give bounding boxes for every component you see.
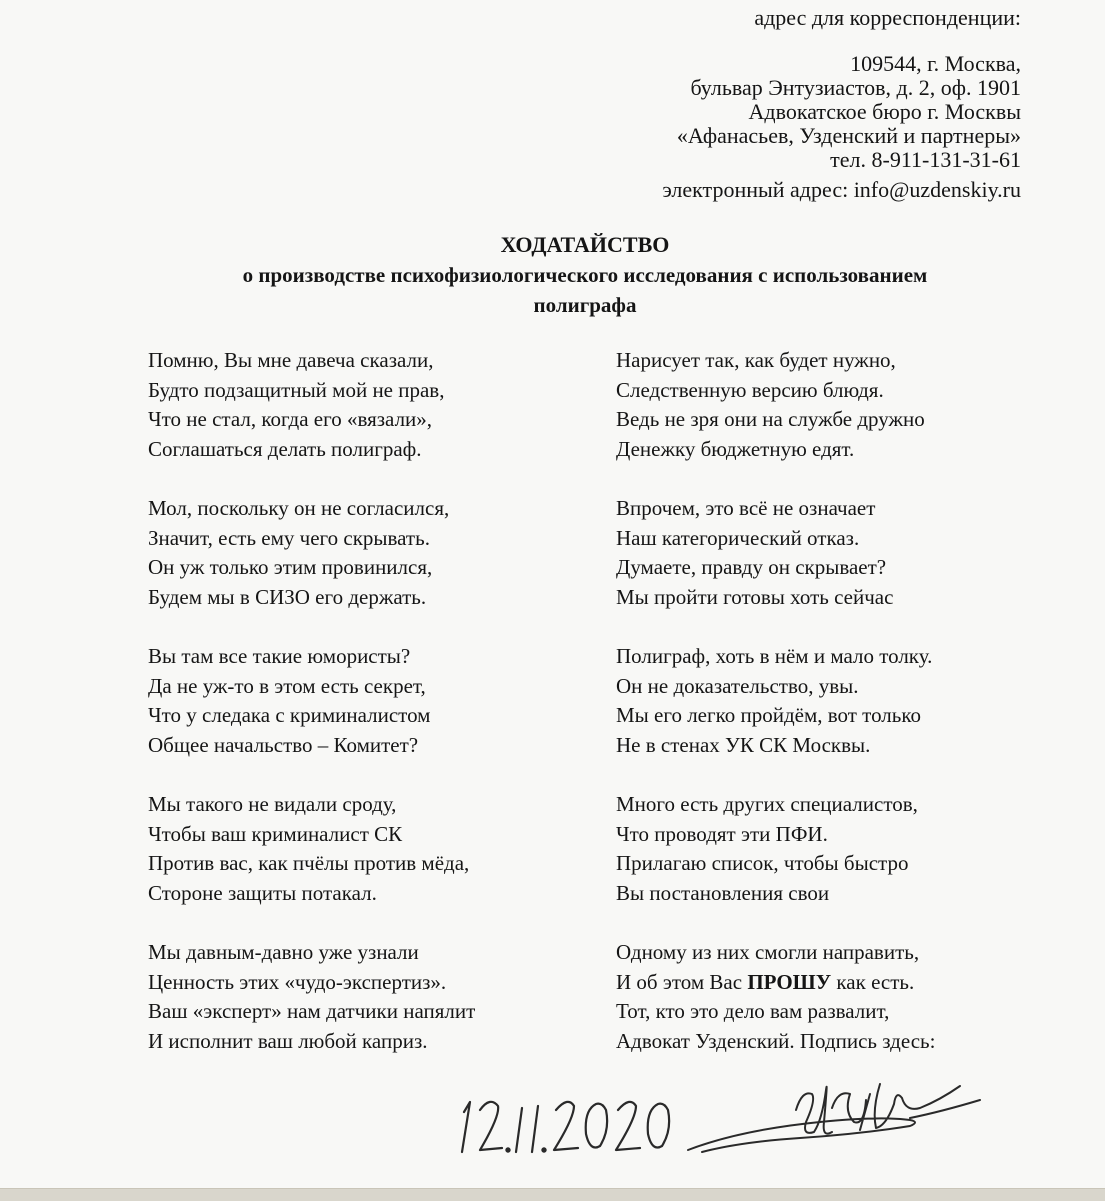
document-title: [110, 230, 1060, 320]
poem-line: Будто подзащитный мой не прав,: [148, 377, 445, 402]
poem-line: Что не стал, когда его «вязали»,: [148, 407, 433, 431]
poem-line: И исполнит ваш любой каприз.: [148, 1028, 428, 1053]
poem-line: Впрочем, это всё не означает: [616, 496, 876, 520]
poem-line: [616, 968, 935, 998]
poem-line: Наш категорический отказ.: [616, 525, 860, 550]
title-sub-line: полиграфа: [533, 293, 637, 317]
poem-right-column: [616, 346, 935, 1086]
poem-line: Мы его легко пройдём, вот только: [616, 703, 922, 727]
poem-line: Одному из них смогли направить,: [616, 940, 920, 964]
poem-text: И об этом Вас: [616, 969, 748, 994]
stanza: [148, 642, 475, 760]
poem-line: Тот, кто это дело вам развалит,: [616, 999, 890, 1023]
stanza: [616, 938, 935, 1056]
stanza: [616, 642, 935, 760]
address-line: бульвар Энтузиастов, д. 2, оф. 1901: [690, 75, 1021, 100]
handwritten-date: [462, 1102, 669, 1152]
emphasis-request: ПРОШУ: [747, 969, 832, 994]
poem-line: Против вас, как пчёлы против мёда,: [148, 851, 470, 875]
stanza: [148, 790, 475, 908]
poem-line: Адвокат Узденский. Подпись здесь:: [616, 1028, 936, 1053]
address-line: «Афанасьев, Узденский и партнеры»: [676, 123, 1021, 148]
poem-line: Много есть других специалистов,: [616, 792, 918, 816]
poem-line: Ценность этих «чудо-экспертиз».: [148, 969, 447, 994]
poem-line: Общее начальство – Комитет?: [148, 732, 419, 757]
signature: [688, 1084, 980, 1152]
poem-line: Мы давным-давно уже узнали: [148, 940, 419, 964]
poem-line: Ведь не зря они на службе дружно: [616, 407, 925, 431]
poem-line: Вы там все такие юмористы?: [148, 644, 411, 668]
address-line: 109544, г. Москва,: [850, 51, 1021, 76]
title-main: ХОДАТАЙСТВО: [500, 232, 670, 257]
poem-line: Думаете, правду он скрывает?: [616, 555, 887, 579]
poem-line: Денежку бюджетную едят.: [616, 436, 855, 461]
address-line: Адвокатское бюро г. Москвы: [748, 99, 1021, 124]
stanza: [616, 494, 935, 612]
poem-line: Что у следака с криминалистом: [148, 703, 431, 727]
poem-text: как есть.: [831, 969, 915, 994]
poem-line: Мы такого не видали сроду,: [148, 792, 397, 816]
poem-line: Он не доказательство, увы.: [616, 673, 859, 698]
poem-line: Следственную версию блюдя.: [616, 377, 884, 402]
poem-line: Стороне защиты потакал.: [148, 880, 377, 905]
poem-line: Не в стенах УК СК Москвы.: [616, 732, 871, 757]
address-label: адрес для корреспонденции:: [754, 5, 1021, 30]
poem-line: Он уж только этим провинился,: [148, 555, 433, 579]
poem-line: Мы пройти готовы хоть сейчас: [616, 584, 894, 609]
poem-line: Помню, Вы мне давеча сказали,: [148, 348, 434, 372]
poem-line: Ваш «эксперт» нам датчики напялит: [148, 999, 476, 1023]
scan-edge: [0, 1188, 1105, 1201]
poem-line: Да не уж-то в этом есть секрет,: [148, 673, 426, 698]
stanza: [616, 790, 935, 908]
poem-line: Значит, есть ему чего скрывать.: [148, 525, 430, 550]
address-email: электронный адрес: info@uzdenskiy.ru: [662, 177, 1021, 202]
poem-line: Будем мы в СИЗО его держать.: [148, 584, 427, 609]
poem-line: Вы постановления свои: [616, 880, 830, 905]
poem-line: Прилагаю список, чтобы быстро: [616, 851, 909, 875]
title-sub-line: о производстве психофизиологического исследования с использованием: [242, 263, 928, 287]
poem-line: Что проводят эти ПФИ.: [616, 821, 828, 846]
stanza: [148, 938, 475, 1056]
poem-left-column: [148, 346, 475, 1086]
poem-line: Чтобы ваш криминалист СК: [148, 821, 403, 846]
stanza: [148, 494, 475, 612]
correspondence-address: [662, 6, 1021, 202]
stanza: [616, 346, 935, 464]
poem-line: Мол, поскольку он не согласился,: [148, 496, 450, 520]
handwritten-date-and-signature: [440, 1060, 1040, 1180]
poem-line: Соглашаться делать полиграф.: [148, 436, 422, 461]
address-line: тел. 8-911-131-31-61: [830, 147, 1021, 172]
poem-line: Нарисует так, как будет нужно,: [616, 348, 896, 372]
poem-line: Полиграф, хоть в нём и мало толку.: [616, 644, 933, 668]
stanza: [148, 346, 475, 464]
